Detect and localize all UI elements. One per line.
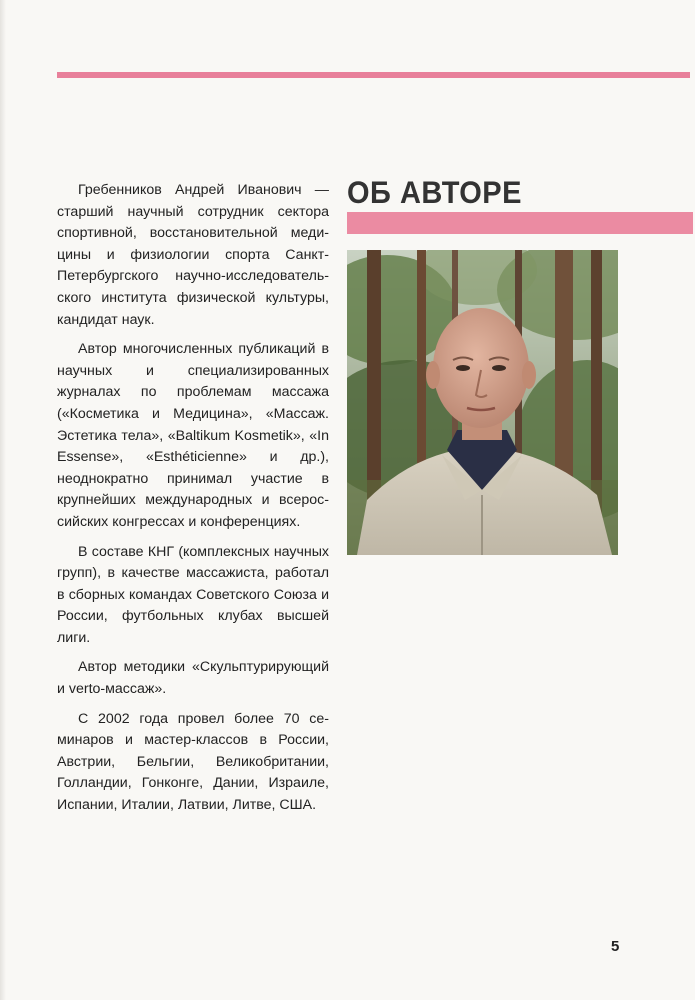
author-photo (347, 250, 618, 555)
top-rule (57, 72, 690, 78)
title-underline-bar (347, 212, 693, 234)
section-title: ОБ АВТОРЕ (347, 176, 522, 211)
page-number: 5 (611, 938, 620, 955)
bio-paragraph: В составе КНГ (комплексных научных групп), в качестве массажиста, работал в сборных командах Советского Союза и России, футбольных клубах высшей лиги. (57, 543, 329, 646)
bio-paragraph: С 2002 года провел более 70 семинаров и мастер-классов в России, Австрии, Бельгии, Великобритании, Голландии, Гонконге, Дании, Израиле, Испании, Италии, Латвии, Литве, США. (57, 710, 329, 814)
author-bio (57, 180, 329, 825)
page-edge (0, 0, 6, 1000)
bio-paragraph: Автор методики «Скульптурирующий и verto-массаж». (57, 659, 329, 698)
bio-paragraph: Гребенников Андрей Иванович — старший научный сотрудник сектора спортивной, восстановительной медицины и физиологии спорта Санкт- Петербургского научно-исследовательского института физической культуры, кандидат наук. (57, 182, 329, 328)
bio-paragraph: Автор многочисленных публикаций в научных и специализированных журналах по проблемам массажа («Косметика и Медицина», «Массаж. Эстетика тела», «Baltikum Kosmetik», «In Essense», «Esthéticienne» и др.), неоднократно принимал участие в крупнейших международных и всероссийских конгрессах и конференциях. (57, 341, 329, 530)
